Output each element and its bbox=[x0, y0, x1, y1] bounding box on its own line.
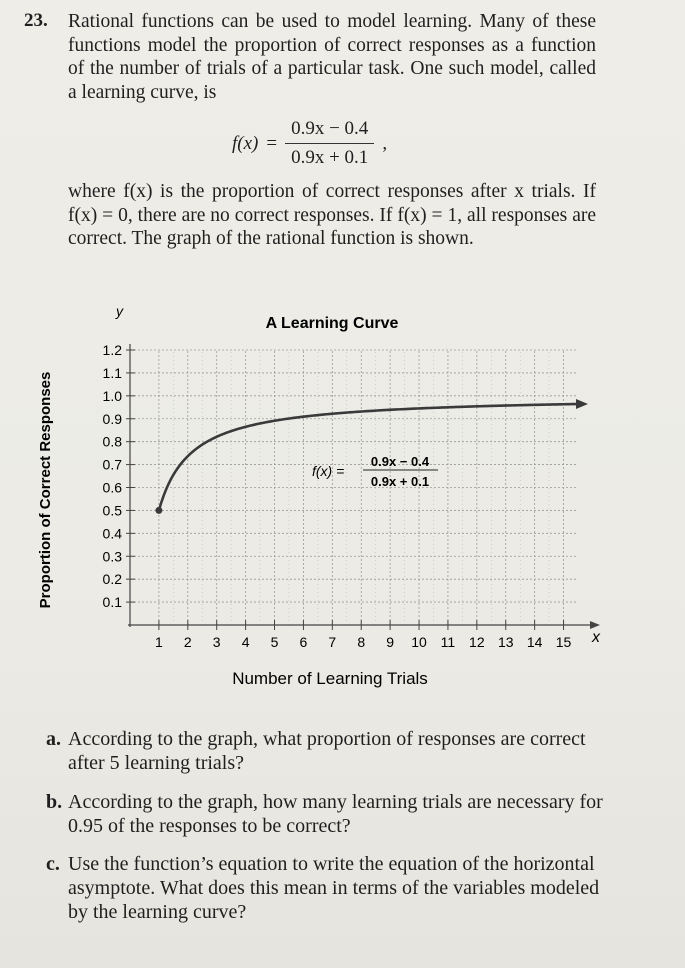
equation bbox=[232, 118, 387, 169]
annotation-lhs: f(x) = bbox=[312, 463, 345, 479]
chart-title: A Learning Curve bbox=[265, 315, 399, 332]
curve-line bbox=[159, 404, 578, 510]
x-tick-label-2: 2 bbox=[183, 634, 192, 650]
y-tick-label-0.9: 0.9 bbox=[102, 410, 122, 427]
y-tick-label-0.8: 0.8 bbox=[102, 433, 122, 450]
y-axis-label: Proportion of Correct Responses bbox=[37, 371, 54, 609]
annotation-denominator: 0.9x + 0.1 bbox=[370, 474, 430, 489]
chart-grid bbox=[130, 350, 578, 625]
x-tick-label-13: 13 bbox=[497, 634, 514, 650]
x-axis-letter: x bbox=[592, 629, 600, 646]
question-c-label: c. bbox=[46, 853, 60, 875]
problem-intro: Rational functions can be used to model learning. Many of these functions model the proportion of correct responses as a function of the number of trials of a particular task. One such model, called a learning curve, is bbox=[68, 11, 596, 103]
x-tick-label-14: 14 bbox=[526, 634, 543, 650]
x-tick-label-8: 8 bbox=[357, 634, 366, 650]
y-tick-label-1.1: 1.1 bbox=[102, 364, 122, 381]
y-tick-label-0.3: 0.3 bbox=[102, 548, 122, 565]
y-tick-label-0.7: 0.7 bbox=[102, 456, 122, 473]
question-b-text: According to the graph, how many learning trials are necessary for 0.95 of the responses to be correct? bbox=[68, 791, 603, 837]
x-tick-label-11: 11 bbox=[440, 634, 456, 650]
equation-fraction bbox=[285, 118, 374, 169]
x-tick-label-15: 15 bbox=[555, 634, 572, 650]
equation-lhs: f(x) bbox=[232, 132, 259, 154]
y-tick-label-1.2: 1.2 bbox=[102, 342, 122, 358]
curve-arrowhead bbox=[576, 399, 588, 409]
question-b-label: b. bbox=[46, 791, 63, 813]
learning-curve-chart bbox=[30, 300, 620, 700]
x-tick-label-4: 4 bbox=[241, 634, 250, 650]
question-c-text: Use the function’s equation to write the equation of the horizontal asymptote. What does this mean in terms of the variables modeled by the learning curve? bbox=[68, 853, 600, 923]
y-tick-label-0.5: 0.5 bbox=[102, 502, 122, 519]
y-tick-label-1.0: 1.0 bbox=[102, 387, 122, 404]
x-tick-label-6: 6 bbox=[299, 634, 308, 650]
y-axis-letter: y bbox=[116, 303, 123, 319]
chart-axes bbox=[128, 344, 600, 629]
x-tick-label-1: 1 bbox=[155, 634, 163, 650]
x-tick-label-12: 12 bbox=[469, 634, 485, 650]
y-tick-label-0.6: 0.6 bbox=[102, 479, 122, 496]
x-axis-label: Number of Learning Trials bbox=[232, 669, 428, 688]
equation-denominator: 0.9x + 0.1 bbox=[291, 147, 369, 168]
x-tick-label-9: 9 bbox=[386, 634, 395, 650]
x-tick-label-10: 10 bbox=[411, 634, 427, 650]
chart-svg bbox=[30, 300, 620, 700]
equation-equals: = bbox=[266, 132, 278, 154]
question-a-text: According to the graph, what proportion of responses are correct after 5 learning trials? bbox=[68, 728, 586, 774]
equation-numerator: 0.9x − 0.4 bbox=[285, 118, 374, 144]
question-a bbox=[46, 727, 620, 775]
x-tick-label-7: 7 bbox=[328, 634, 337, 650]
problem-number: 23. bbox=[24, 10, 48, 31]
y-tick-label-0.4: 0.4 bbox=[102, 525, 122, 542]
question-c bbox=[46, 852, 620, 924]
y-tick-label-0.2: 0.2 bbox=[102, 571, 122, 588]
y-tick-label-0.1: 0.1 bbox=[102, 594, 122, 611]
question-b bbox=[46, 790, 620, 838]
problem-explanation: where f(x) is the proportion of correct responses after x trials. If f(x) = 0, there are no correct responses. If f(x) = 1, all responses are correct. The graph of the rational function is shown. bbox=[68, 181, 596, 249]
question-a-label: a. bbox=[46, 728, 61, 750]
x-axis-arrowhead bbox=[590, 621, 600, 629]
curve-start-point bbox=[155, 507, 162, 514]
annotation-numerator: 0.9x − 0.4 bbox=[370, 454, 430, 469]
x-tick-label-3: 3 bbox=[212, 634, 221, 650]
x-tick-label-5: 5 bbox=[270, 634, 279, 650]
equation-trail: , bbox=[382, 132, 388, 154]
